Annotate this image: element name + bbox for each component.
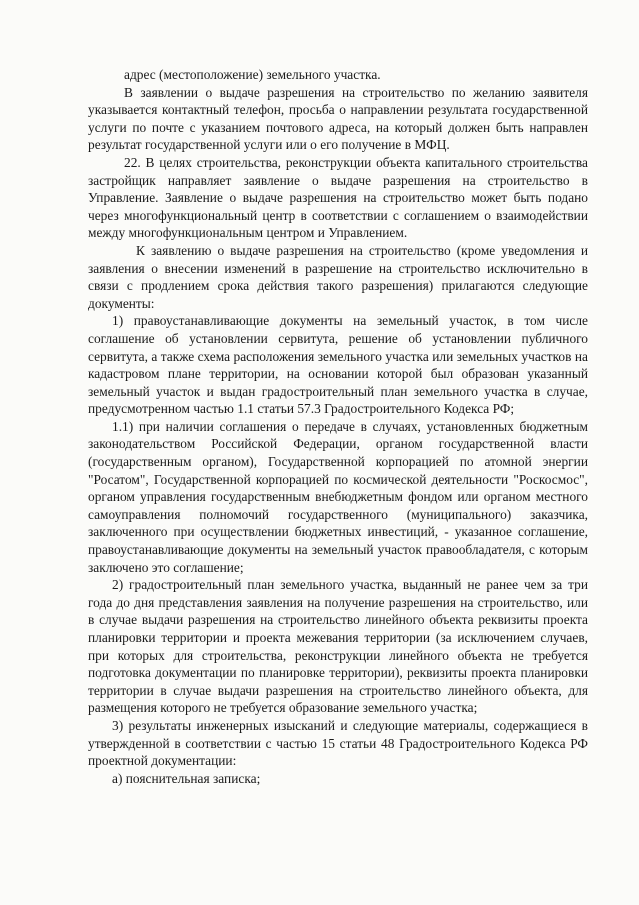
list-item-2: 2) градостроительный план земельного участка, выданный не ранее чем за три года до дня представления заявления на получение разрешения на строительство, или в случае выдачи разрешения на строительство линейного объекта реквизиты проекта планировки территории и проекта межевания территории (за исключением случаев, при которых для строительства, реконструкции линейного объекта не требуется подготовка документации по планировке территории), реквизиты проекта планировки территории в случае выдачи разрешения на строительство линейного объекта, для размещения которого не требуется образование земельного участка; xyxy=(88,577,588,716)
list-item-3: 3) результаты инженерных изысканий и следующие материалы, содержащиеся в утвержденной в соответствии с частью 15 статьи 48 Градостроительного Кодекса РФ проектной документации: xyxy=(88,717,588,769)
paragraph-application-contacts: В заявлении о выдаче разрешения на строительство по желанию заявителя указывается контактный телефон, просьба о направлении результата государственной услуги по почте с указанием почтового адреса, на который должен быть направлен результат государственной услуги или о его получение в МФЦ. xyxy=(88,84,588,153)
list-item-1: 1) правоустанавливающие документы на земельный участок, в том числе соглашение об установлении сервитута, решение об установлении публичного сервитута, а также схема расположения земельного участка или земельных участков на кадастровом плане территории, на основании которой был образован указанный земельный участок и выдан градостроительный план земельного участка в случае, предусмотренном частью 1.1 статьи 57.3 Градостроительного Кодекса РФ; xyxy=(88,313,588,417)
paragraph-22: 22. В целях строительства, реконструкции объекта капитального строительства застройщик направляет заявление о выдаче разрешения на строительство в Управление. Заявление о выдаче разрешения на строительство может быть подано через многофункциональный центр в соответствии с соглашением о взаимодействии между многофункциональным центром и Управлением. xyxy=(88,154,588,241)
list-item-3a: а) пояснительная записка; xyxy=(112,770,261,786)
paragraph-attachments-intro: К заявлению о выдаче разрешения на строительство (кроме уведомления и заявления о внесении изменений в разрешение на строительство исключительно в связи с продлением срока действия такого разрешения) прилагаются следующие документы: xyxy=(88,242,588,311)
list-item-1-1: 1.1) при наличии соглашения о передаче в случаях, установленных бюджетным законодательством Российской Федерации, органом государственной власти (государственным органом), Государственной корпорацией по атомной энергии "Росатом", Государственной корпорацией по космической деятельности "Роскосмос", органом управления государственным внебюджетным фондом или органом местного самоуправления полномочий государственного (муниципального) заказчика, заключенного при осуществлении бюджетных инвестиций, - указанное соглашение, правоустанавливающие документы на земельный участок правообладателя, с которым заключено это соглашение; xyxy=(88,418,588,575)
document-body xyxy=(88,66,588,787)
paragraph-location: адрес (местоположение) земельного участка. xyxy=(124,67,381,82)
